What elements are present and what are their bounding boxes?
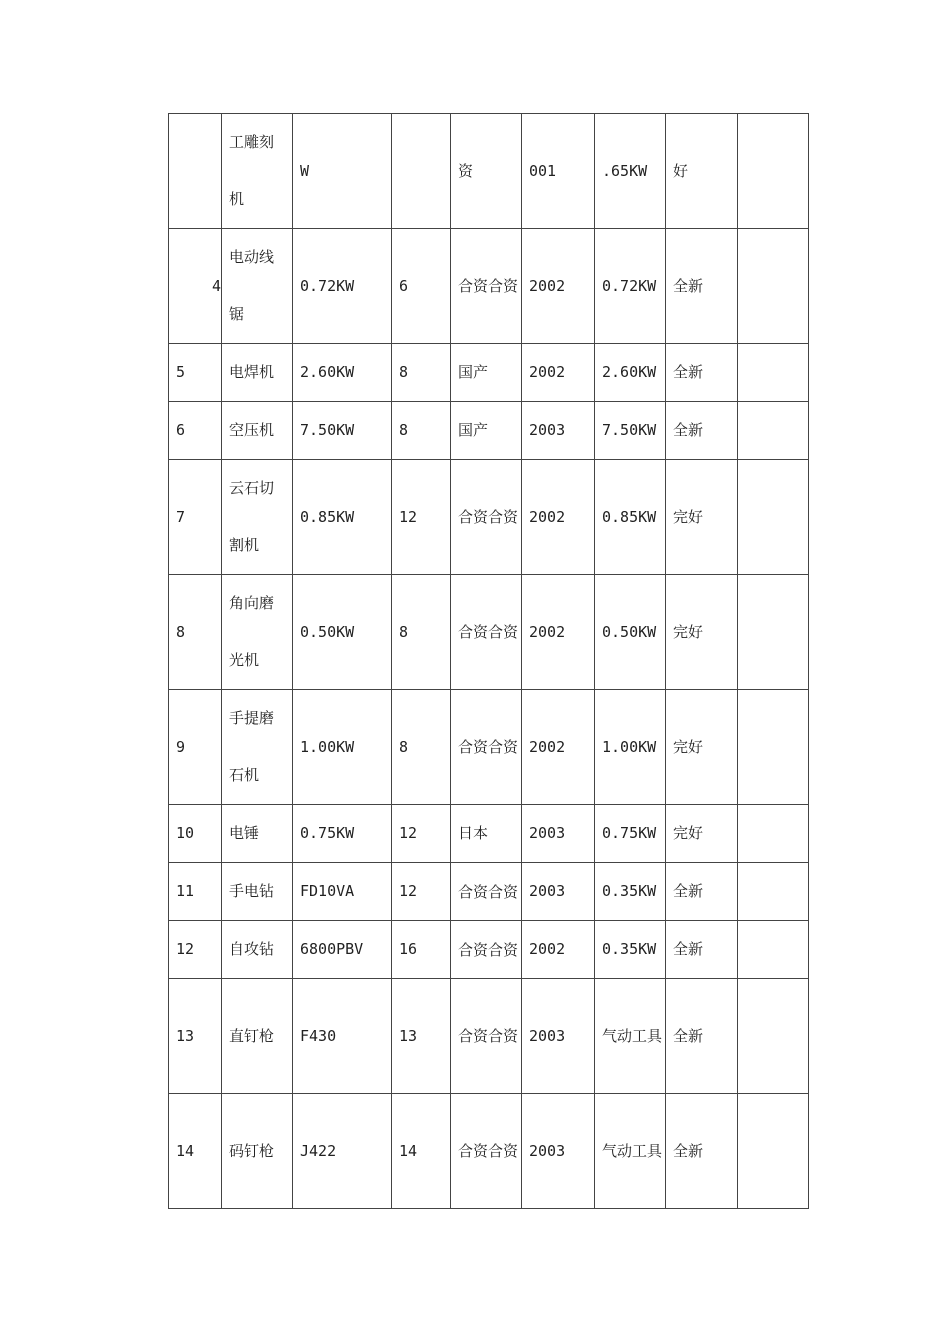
cell-qty: 8 — [392, 575, 451, 690]
cell-qty: 8 — [392, 690, 451, 805]
cell-no: 12 — [169, 921, 222, 979]
cell-spec: 0.50KW — [293, 575, 392, 690]
cell-name: 电锤 — [222, 805, 293, 863]
cell-year: 2003 — [522, 863, 595, 921]
cell-qty: 6 — [392, 229, 451, 344]
cell-spec: FD10VA — [293, 863, 392, 921]
cell-name: 自攻钻 — [222, 921, 293, 979]
cell-remark — [738, 229, 809, 344]
table-row — [169, 229, 809, 344]
cell-power: 0.75KW — [595, 805, 666, 863]
table-row — [169, 575, 809, 690]
cell-power: 气动工具 — [595, 979, 666, 1094]
cell-qty: 8 — [392, 344, 451, 402]
table-row — [169, 402, 809, 460]
cell-spec: F430 — [293, 979, 392, 1094]
cell-name: 电动线锯 — [222, 229, 293, 344]
cell-name: 云石切割机 — [222, 460, 293, 575]
cell-remark — [738, 402, 809, 460]
cell-spec: 1.00KW — [293, 690, 392, 805]
cell-status: 好 — [666, 114, 738, 229]
cell-status: 完好 — [666, 690, 738, 805]
cell-year: 2002 — [522, 344, 595, 402]
cell-origin: 合资合资 — [451, 575, 522, 690]
cell-name: 手提磨石机 — [222, 690, 293, 805]
cell-origin: 日本 — [451, 805, 522, 863]
cell-status: 完好 — [666, 460, 738, 575]
cell-remark — [738, 805, 809, 863]
cell-power: 2.60KW — [595, 344, 666, 402]
cell-spec: 0.85KW — [293, 460, 392, 575]
cell-no: 8 — [169, 575, 222, 690]
cell-remark — [738, 863, 809, 921]
table-row — [169, 1094, 809, 1209]
table-row — [169, 690, 809, 805]
cell-status: 全新 — [666, 229, 738, 344]
cell-year: 2002 — [522, 575, 595, 690]
cell-origin: 国产 — [451, 402, 522, 460]
cell-year: 001 — [522, 114, 595, 229]
table-row — [169, 805, 809, 863]
cell-name: 手电钻 — [222, 863, 293, 921]
cell-qty: 16 — [392, 921, 451, 979]
cell-name: 工雕刻机 — [222, 114, 293, 229]
cell-no: 13 — [169, 979, 222, 1094]
cell-no: 10 — [169, 805, 222, 863]
cell-no: 11 — [169, 863, 222, 921]
cell-power: 0.35KW — [595, 921, 666, 979]
cell-power: 0.35KW — [595, 863, 666, 921]
cell-power: 7.50KW — [595, 402, 666, 460]
cell-status: 全新 — [666, 402, 738, 460]
cell-status: 全新 — [666, 863, 738, 921]
table-row — [169, 460, 809, 575]
cell-status: 全新 — [666, 1094, 738, 1209]
cell-origin: 合资合资 — [451, 979, 522, 1094]
cell-origin: 合资合资 — [451, 690, 522, 805]
cell-year: 2002 — [522, 690, 595, 805]
cell-origin: 国产 — [451, 344, 522, 402]
table-row — [169, 921, 809, 979]
cell-power: 1.00KW — [595, 690, 666, 805]
cell-origin: 合资合资 — [451, 1094, 522, 1209]
cell-status: 全新 — [666, 979, 738, 1094]
cell-spec: 6800PBV — [293, 921, 392, 979]
cell-year: 2002 — [522, 921, 595, 979]
cell-status: 完好 — [666, 575, 738, 690]
cell-year: 2002 — [522, 460, 595, 575]
cell-spec: 7.50KW — [293, 402, 392, 460]
cell-qty — [392, 114, 451, 229]
cell-power: 气动工具 — [595, 1094, 666, 1209]
cell-spec: 0.75KW — [293, 805, 392, 863]
cell-qty: 14 — [392, 1094, 451, 1209]
cell-remark — [738, 344, 809, 402]
cell-year: 2003 — [522, 1094, 595, 1209]
cell-no: 6 — [169, 402, 222, 460]
cell-remark — [738, 114, 809, 229]
cell-no — [169, 114, 222, 229]
cell-status: 完好 — [666, 805, 738, 863]
cell-origin: 合资合资 — [451, 863, 522, 921]
cell-origin: 合资合资 — [451, 460, 522, 575]
cell-name: 空压机 — [222, 402, 293, 460]
cell-year: 2003 — [522, 979, 595, 1094]
cell-power: 0.50KW — [595, 575, 666, 690]
cell-qty: 12 — [392, 863, 451, 921]
cell-no: 5 — [169, 344, 222, 402]
cell-qty: 12 — [392, 460, 451, 575]
cell-no: 4 — [169, 229, 222, 344]
cell-remark — [738, 460, 809, 575]
cell-origin: 合资合资 — [451, 921, 522, 979]
cell-name: 码钉枪 — [222, 1094, 293, 1209]
cell-remark — [738, 979, 809, 1094]
cell-status: 全新 — [666, 344, 738, 402]
cell-qty: 8 — [392, 402, 451, 460]
cell-qty: 12 — [392, 805, 451, 863]
cell-origin: 合资合资 — [451, 229, 522, 344]
table-row — [169, 979, 809, 1094]
cell-remark — [738, 1094, 809, 1209]
cell-spec: J422 — [293, 1094, 392, 1209]
cell-spec: 2.60KW — [293, 344, 392, 402]
cell-spec: W — [293, 114, 392, 229]
cell-remark — [738, 921, 809, 979]
cell-no: 7 — [169, 460, 222, 575]
cell-year: 2003 — [522, 402, 595, 460]
cell-name: 角向磨光机 — [222, 575, 293, 690]
equipment-table — [168, 113, 809, 1209]
cell-spec: 0.72KW — [293, 229, 392, 344]
cell-origin: 资 — [451, 114, 522, 229]
cell-status: 全新 — [666, 921, 738, 979]
cell-year: 2003 — [522, 805, 595, 863]
cell-remark — [738, 575, 809, 690]
cell-remark — [738, 690, 809, 805]
table-row — [169, 863, 809, 921]
cell-name: 直钉枪 — [222, 979, 293, 1094]
table-row — [169, 344, 809, 402]
cell-power: 0.85KW — [595, 460, 666, 575]
cell-no: 9 — [169, 690, 222, 805]
table-row — [169, 114, 809, 229]
cell-qty: 13 — [392, 979, 451, 1094]
cell-year: 2002 — [522, 229, 595, 344]
cell-power: 0.72KW — [595, 229, 666, 344]
cell-power: .65KW — [595, 114, 666, 229]
cell-no: 14 — [169, 1094, 222, 1209]
cell-name: 电焊机 — [222, 344, 293, 402]
